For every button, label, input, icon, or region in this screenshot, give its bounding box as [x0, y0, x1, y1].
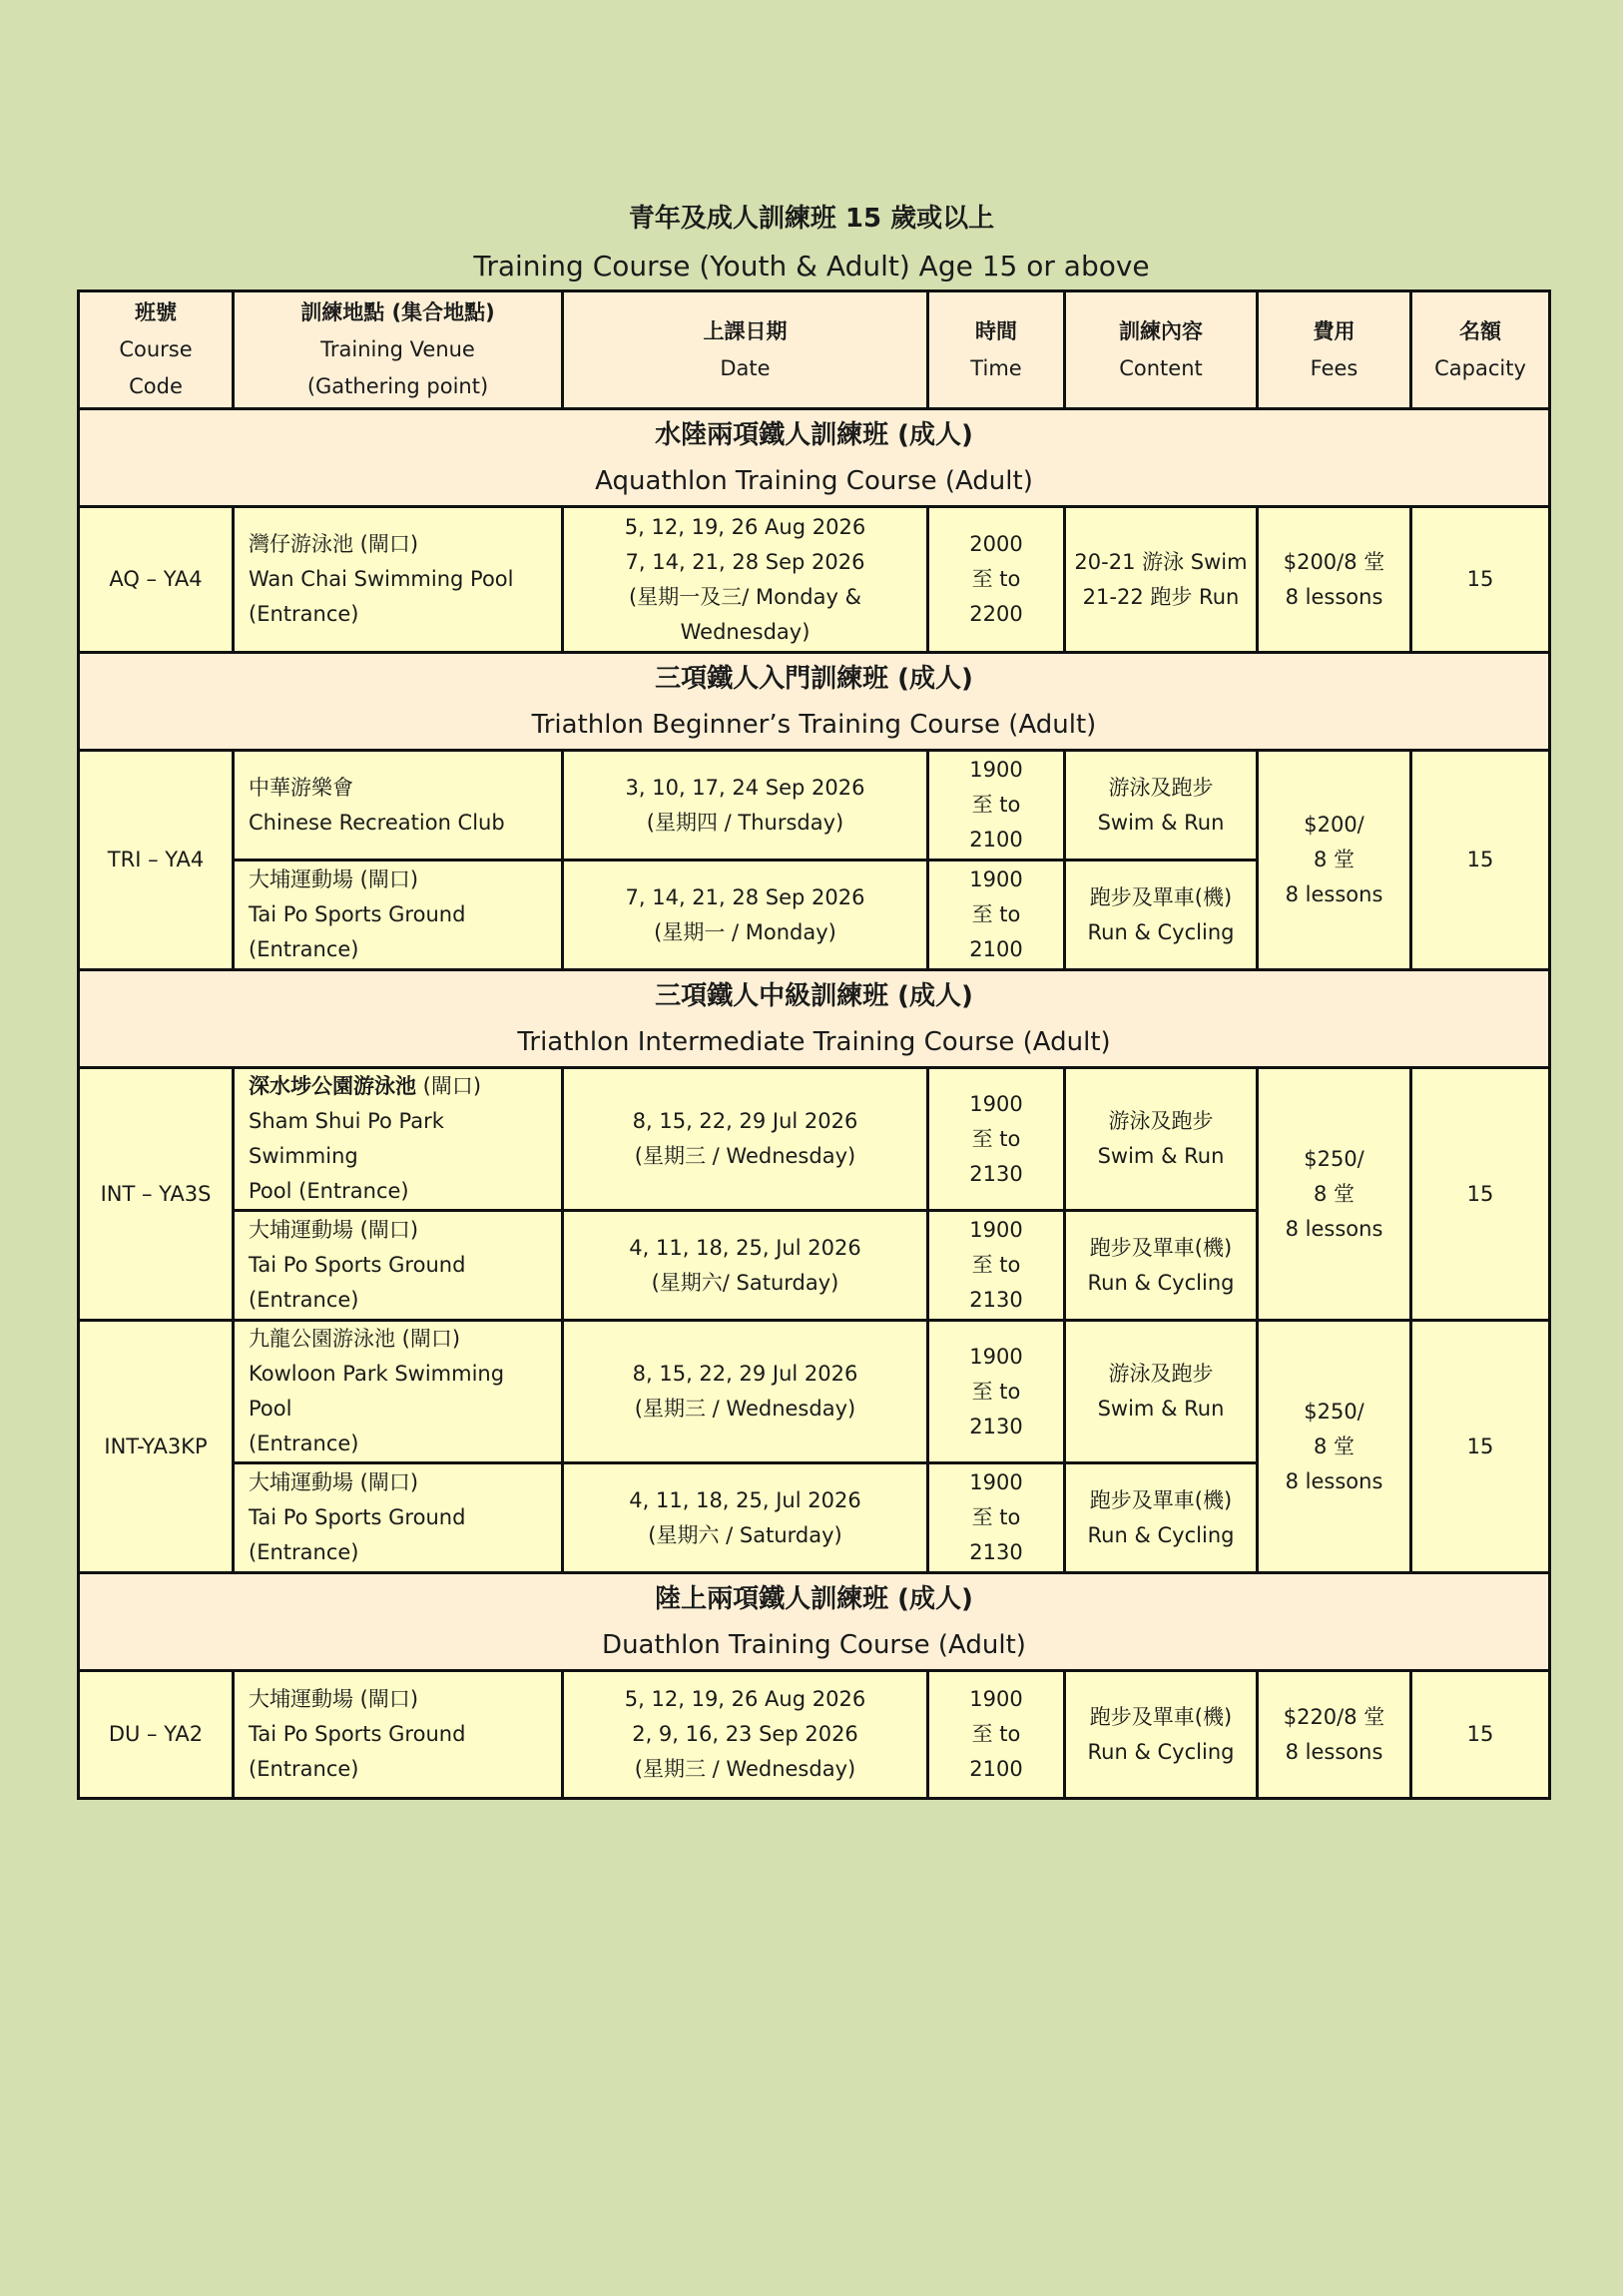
course-date: 5, 12, 19, 26 Aug 2026 2, 9, 16, 23 Sep 2026 (星期三 / Wednesday) [563, 1671, 928, 1799]
header-content: 訓練內容 Content [1065, 291, 1258, 409]
course-date: 8, 15, 22, 29 Jul 2026 (星期三 / Wednesday) [563, 1321, 928, 1463]
course-time: 1900 至 to 2100 [928, 861, 1065, 970]
header-date: 上課日期 Date [563, 291, 928, 409]
section-title-english: Aquathlon Training Course (Adult) [595, 465, 1033, 496]
training-venue: 大埔運動場 (閘口) Tai Po Sports Ground (Entrance) [234, 1211, 563, 1321]
course-date: 8, 15, 22, 29 Jul 2026 (星期三 / Wednesday) [563, 1068, 928, 1211]
course-fees: $200/ 8 堂 8 lessons [1258, 751, 1411, 970]
training-venue: 九龍公園游泳池 (閘口) Kowloon Park Swimming Pool (Entrance) [234, 1321, 563, 1463]
course-content: 跑步及單車(機) Run & Cycling [1065, 1463, 1258, 1573]
section-header-duathlon [79, 1573, 1550, 1671]
page-title-chinese: 青年及成人訓練班 15 歲或以上 [628, 204, 995, 234]
course-code: INT-YA3KP [79, 1321, 234, 1573]
course-content: 游泳及跑步 Swim & Run [1065, 1068, 1258, 1211]
course-content: 游泳及跑步 Swim & Run [1065, 751, 1258, 861]
section-title-english: Triathlon Intermediate Training Course (Adult) [517, 1026, 1111, 1057]
course-time: 1900 至 to 2130 [928, 1068, 1065, 1211]
header-course-code: 班號 Course Code [79, 291, 234, 409]
course-time: 2000 至 to 2200 [928, 507, 1065, 653]
course-content: 20-21 游泳 Swim 21-22 跑步 Run [1065, 507, 1258, 653]
section-title-english: Duathlon Training Course (Adult) [602, 1629, 1026, 1660]
course-time: 1900 至 to 2130 [928, 1211, 1065, 1321]
training-venue: 深水埗公園游泳池 (閘口) Sham Shui Po Park Swimming Pool (Entrance) [234, 1068, 563, 1211]
table-row [79, 507, 1550, 653]
course-capacity: 15 [1411, 1321, 1550, 1573]
section-header-triathlon-intermediate [79, 970, 1550, 1068]
course-time: 1900 至 to 2130 [928, 1463, 1065, 1573]
course-capacity: 15 [1411, 507, 1550, 653]
course-capacity: 15 [1411, 1068, 1550, 1321]
table-row [79, 1321, 1550, 1463]
course-fees: $250/ 8 堂 8 lessons [1258, 1068, 1411, 1321]
course-code: TRI – YA4 [79, 751, 234, 970]
course-time: 1900 至 to 2100 [928, 751, 1065, 861]
table-row [79, 1068, 1550, 1211]
course-content: 游泳及跑步 Swim & Run [1065, 1321, 1258, 1463]
course-content: 跑步及單車(機) Run & Cycling [1065, 861, 1258, 970]
course-capacity: 15 [1411, 1671, 1550, 1799]
section-title-chinese: 陸上兩項鐵人訓練班 (成人) [655, 1583, 973, 1614]
header-capacity: 名額 Capacity [1411, 291, 1550, 409]
section-header-aquathlon [79, 409, 1550, 507]
table-row [79, 751, 1550, 861]
training-venue: 灣仔游泳池 (閘口) Wan Chai Swimming Pool (Entrance) [234, 507, 563, 653]
section-title-chinese: 水陸兩項鐵人訓練班 (成人) [655, 419, 973, 450]
section-title-chinese: 三項鐵人入門訓練班 (成人) [655, 663, 973, 694]
course-date: 4, 11, 18, 25, Jul 2026 (星期六/ Saturday) [563, 1211, 928, 1321]
section-title-chinese: 三項鐵人中級訓練班 (成人) [655, 980, 973, 1011]
training-venue: 大埔運動場 (閘口) Tai Po Sports Ground (Entrance) [234, 1671, 563, 1799]
section-title-english: Triathlon Beginner’s Training Course (Adult) [531, 709, 1097, 740]
table-row [79, 1671, 1550, 1799]
course-fees: $250/ 8 堂 8 lessons [1258, 1321, 1411, 1573]
course-date: 4, 11, 18, 25, Jul 2026 (星期六 / Saturday) [563, 1463, 928, 1573]
course-code: DU – YA2 [79, 1671, 234, 1799]
header-fees: 費用 Fees [1258, 291, 1411, 409]
course-time: 1900 至 to 2130 [928, 1321, 1065, 1463]
header-training-venue: 訓練地點 (集合地點) Training Venue (Gathering point) [234, 291, 563, 409]
course-fees: $220/8 堂 8 lessons [1258, 1671, 1411, 1799]
training-venue: 中華游樂會 Chinese Recreation Club [234, 751, 563, 861]
header-time: 時間 Time [928, 291, 1065, 409]
course-content: 跑步及單車(機) Run & Cycling [1065, 1211, 1258, 1321]
course-date: 5, 12, 19, 26 Aug 2026 7, 14, 21, 28 Sep 2026 (星期一及三/ Monday & Wednesday) [563, 507, 928, 653]
course-content: 跑步及單車(機) Run & Cycling [1065, 1671, 1258, 1799]
page-title-english: Training Course (Youth & Adult) Age 15 or above [473, 250, 1150, 283]
course-date: 7, 14, 21, 28 Sep 2026 (星期一 / Monday) [563, 861, 928, 970]
course-fees: $200/8 堂 8 lessons [1258, 507, 1411, 653]
training-venue: 大埔運動場 (閘口) Tai Po Sports Ground (Entrance) [234, 1463, 563, 1573]
table-header-row [79, 291, 1550, 409]
course-table [77, 289, 1551, 1800]
course-time: 1900 至 to 2100 [928, 1671, 1065, 1799]
course-code: INT – YA3S [79, 1068, 234, 1321]
course-date: 3, 10, 17, 24 Sep 2026 (星期四 / Thursday) [563, 751, 928, 861]
course-capacity: 15 [1411, 751, 1550, 970]
course-code: AQ – YA4 [79, 507, 234, 653]
section-header-triathlon-beginner [79, 653, 1550, 751]
training-venue: 大埔運動場 (閘口) Tai Po Sports Ground (Entrance) [234, 861, 563, 970]
